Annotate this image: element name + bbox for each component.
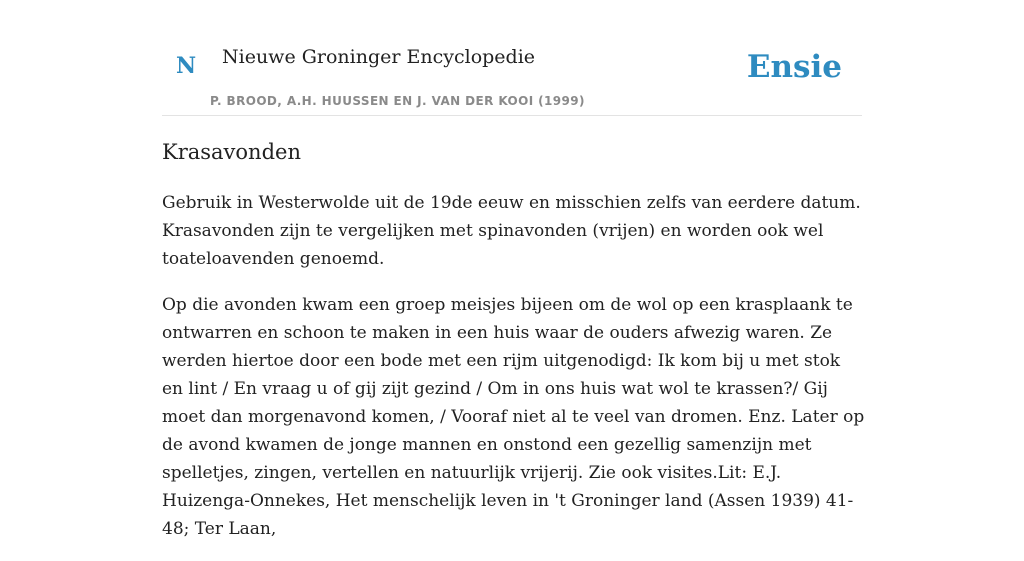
- publication-authors: P. BROOD, A.H. HUUSSEN EN J. VAN DER KOOI (1999): [210, 94, 585, 108]
- publication-logo[interactable]: N: [176, 53, 197, 79]
- publication-title[interactable]: Nieuwe Groninger Encyclopedie: [222, 46, 536, 68]
- page-header: [162, 0, 862, 116]
- article: [162, 138, 866, 561]
- article-paragraph: Op die avonden kwam een groep meisjes bijeen om de wol op een krasplaank te ontwarren en schoon te maken in een huis waar de ouders afwezig waren. Ze werden hiertoe door een bode met een rijm uitgenodigd: Ik kom bij u met stok en lint / En vraag u of gij zijt gezind / Om in ons huis wat wol te krassen?/ Gij moet dan morgenavond komen, / Vooraf niet al te veel van dromen. Enz. Later op de avond kwamen de jonge mannen en onstond een gezellig samenzijn met spelletjes, zingen, vertellen en natuurlijk vrijerij. Zie ook visites.Lit: E.J. Huizenga-Onnekes, Het menschelijk leven in 't Groninger land (Assen 1939) 41-48; Ter Laan,: [162, 295, 865, 540]
- article-title: Krasavonden: [162, 140, 301, 164]
- brand-logo[interactable]: Ensie: [746, 49, 842, 85]
- article-paragraph: Gebruik in Westerwolde uit de 19de eeuw en misschien zelfs van eerdere datum. Krasavonden zijn te vergelijken met spinavonden (vrijen) en worden ook wel toateloavenden genoemd.: [162, 193, 861, 270]
